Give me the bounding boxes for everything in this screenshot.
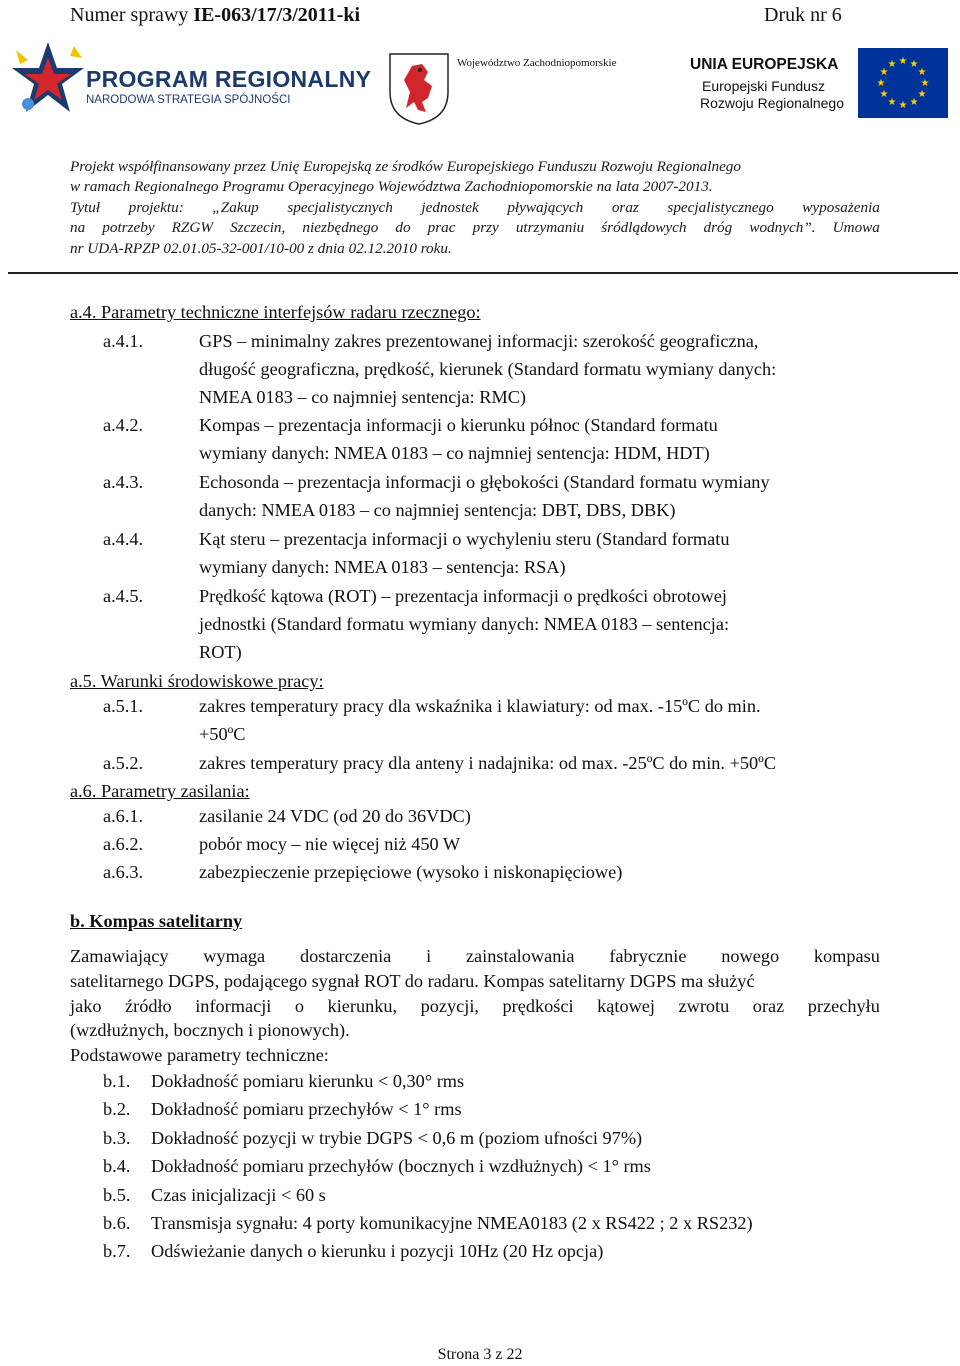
item-text: zakres temperatury pracy dla anteny i nadajnika: od max. -25ºC do min. +50ºC xyxy=(199,753,777,773)
item-number: b.3. xyxy=(103,1128,131,1148)
item-text: zabezpieczenie przepięciowe (wysoko i niskonapięciowe) xyxy=(199,862,623,882)
item-text: Czas inicjalizacji < 60 s xyxy=(151,1185,326,1205)
eu-stars-icon xyxy=(858,48,948,118)
item-number: b.5. xyxy=(103,1185,131,1205)
svg-text:★: ★ xyxy=(876,78,886,89)
region-name: Województwo Zachodniopomorskie xyxy=(457,57,617,69)
item-number: a.5.1. xyxy=(103,696,144,716)
svg-text:★: ★ xyxy=(898,100,908,111)
page-number: Strona 3 z 22 xyxy=(437,1346,523,1363)
item-text: Dokładność pomiaru kierunku < 0,30° rms xyxy=(151,1071,465,1091)
item-number: a.4.5. xyxy=(103,586,144,606)
coat-of-arms xyxy=(388,52,450,126)
project-line-5: nr UDA-RPZP 02.01.05-32-001/10-00 z dnia 02.12.2010 roku. xyxy=(70,240,452,257)
item-text: NMEA 0183 – co najmniej sentencja: RMC) xyxy=(199,387,526,407)
item-text: wymiany danych: NMEA 0183 – co najmniej sentencja: HDM, HDT) xyxy=(199,443,710,463)
svg-text:★: ★ xyxy=(909,59,919,70)
program-star-icon xyxy=(8,38,88,118)
item-text: Dokładność pomiaru przechyłów (bocznych i wzdłużnych) < 1° rms xyxy=(151,1156,651,1176)
item-text: zasilanie 24 VDC (od 20 do 36VDC) xyxy=(199,806,471,826)
item-text: +50ºC xyxy=(199,724,246,744)
svg-text:★: ★ xyxy=(887,97,897,108)
project-line-2: w ramach Regionalnego Programu Operacyjnego Województwa Zachodniopomorskie na lata 2007-2013. xyxy=(70,178,713,195)
item-number: a.4.3. xyxy=(103,472,144,492)
item-text: GPS – minimalny zakres prezentowanej informacji: szerokość geograficzna, xyxy=(199,331,759,351)
item-number: a.6.1. xyxy=(103,806,144,826)
svg-text:★: ★ xyxy=(917,67,927,78)
section-b-paragraph xyxy=(70,946,880,1046)
paragraph-line: jako źródło informacji o kierunku, pozycji, prędkości kątowej zwrotu oraz przechyłu xyxy=(70,996,880,1016)
griffin-shield-icon xyxy=(388,52,450,126)
program-regionalny-logo xyxy=(8,38,372,118)
item-text: Dokładność pomiaru przechyłów < 1° rms xyxy=(151,1099,462,1119)
item-number: a.5.2. xyxy=(103,753,144,773)
item-text: jednostki (Standard formatu wymiany danych: NMEA 0183 – sentencja: xyxy=(199,614,730,634)
eu-flag xyxy=(858,48,948,118)
item-text: ROT) xyxy=(199,642,242,662)
project-line-4: na potrzeby RZGW Szczecin, niezbędnego do prac przy utrzymaniu śródlądowych dróg wodnych”. Umowa xyxy=(70,219,880,236)
svg-text:★: ★ xyxy=(917,89,927,100)
item-number: a.4.4. xyxy=(103,529,144,549)
item-number: b.6. xyxy=(103,1213,131,1233)
item-text: pobór mocy – nie więcej niż 450 W xyxy=(199,834,461,854)
paragraph-line: (wzdłużnych, bocznych i pionowych). xyxy=(70,1020,350,1040)
item-number: a.6.2. xyxy=(103,834,144,854)
svg-text:★: ★ xyxy=(909,97,919,108)
eu-fund-line1: Europejski Fundusz xyxy=(702,78,825,94)
item-number: b.2. xyxy=(103,1099,131,1119)
item-text: Echosonda – prezentacja informacji o głębokości (Standard formatu wymiany xyxy=(199,472,770,492)
item-number: b.4. xyxy=(103,1156,131,1176)
params-label: Podstawowe parametry techniczne: xyxy=(70,1045,329,1065)
item-text: Odświeżanie danych o kierunku i pozycji 10Hz (20 Hz opcja) xyxy=(151,1241,604,1261)
item-text: wymiany danych: NMEA 0183 – sentencja: RSA) xyxy=(199,557,566,577)
svg-text:★: ★ xyxy=(920,78,930,89)
paragraph-line: Zamawiający wymaga dostarczenia i zainstalowania fabrycznie nowego kompasu xyxy=(70,946,880,966)
project-line-1: Projekt współfinansowany przez Unię Europejską ze środków Europejskiego Funduszu Rozwoju Regionalnego xyxy=(70,158,741,175)
eu-fund-line2: Rozwoju Regionalnego xyxy=(700,95,844,111)
program-subtitle: NARODOWA STRATEGIA SPÓJNOŚCI xyxy=(86,94,291,106)
eu-title: UNIA EUROPEJSKA xyxy=(690,56,839,73)
item-text: Kompas – prezentacja informacji o kierunku północ (Standard formatu xyxy=(199,415,718,435)
svg-text:★: ★ xyxy=(879,89,889,100)
item-number: b.1. xyxy=(103,1071,131,1091)
item-text: długość geograficzna, prędkość, kierunek (Standard formatu wymiany danych: xyxy=(199,359,777,379)
item-text: Kąt steru – prezentacja informacji o wychyleniu steru (Standard formatu xyxy=(199,529,730,549)
item-number: a.4.1. xyxy=(103,331,144,351)
section-a6-heading: a.6. Parametry zasilania: xyxy=(70,781,250,801)
item-number: a.4.2. xyxy=(103,415,144,435)
section-b-heading: b. Kompas satelitarny xyxy=(70,911,243,931)
item-number: a.6.3. xyxy=(103,862,144,882)
case-number: Numer sprawy IE-063/17/3/2011-ki xyxy=(70,4,361,26)
svg-text:★: ★ xyxy=(879,67,889,78)
section-a5-heading: a.5. Warunki środowiskowe pracy: xyxy=(70,671,324,691)
svg-text:★: ★ xyxy=(898,56,908,67)
item-text: Dokładność pozycji w trybie DGPS < 0,6 m (poziom ufności 97%) xyxy=(151,1128,643,1148)
item-text: Prędkość kątowa (ROT) – prezentacja informacji o prędkości obrotowej xyxy=(199,586,727,606)
item-number: b.7. xyxy=(103,1241,131,1261)
project-line-3: Tytuł projektu: „Zakup specjalistycznych jednostek pływających oraz specjalistycznego wyposażenia xyxy=(70,199,880,216)
program-title: PROGRAM REGIONALNY xyxy=(86,66,372,92)
item-text: Transmisja sygnału: 4 porty komunikacyjne NMEA0183 (2 x RS422 ; 2 x RS232) xyxy=(151,1213,753,1233)
paragraph-line: satelitarnego DGPS, podającego sygnał ROT do radaru. Kompas satelitarny DGPS ma służyć xyxy=(70,971,755,991)
svg-text:★: ★ xyxy=(887,59,897,70)
header-divider xyxy=(8,272,958,274)
item-text: danych: NMEA 0183 – co najmniej sentencja: DBT, DBS, DBK) xyxy=(199,500,676,520)
item-text: zakres temperatury pracy dla wskaźnika i klawiatury: od max. -15ºC do min. xyxy=(199,696,761,716)
project-info xyxy=(70,158,880,268)
logo-bar xyxy=(0,38,960,128)
print-number: Druk nr 6 xyxy=(764,4,842,26)
section-a4-heading: a.4. Parametry techniczne interfejsów radaru rzecznego: xyxy=(70,302,481,322)
